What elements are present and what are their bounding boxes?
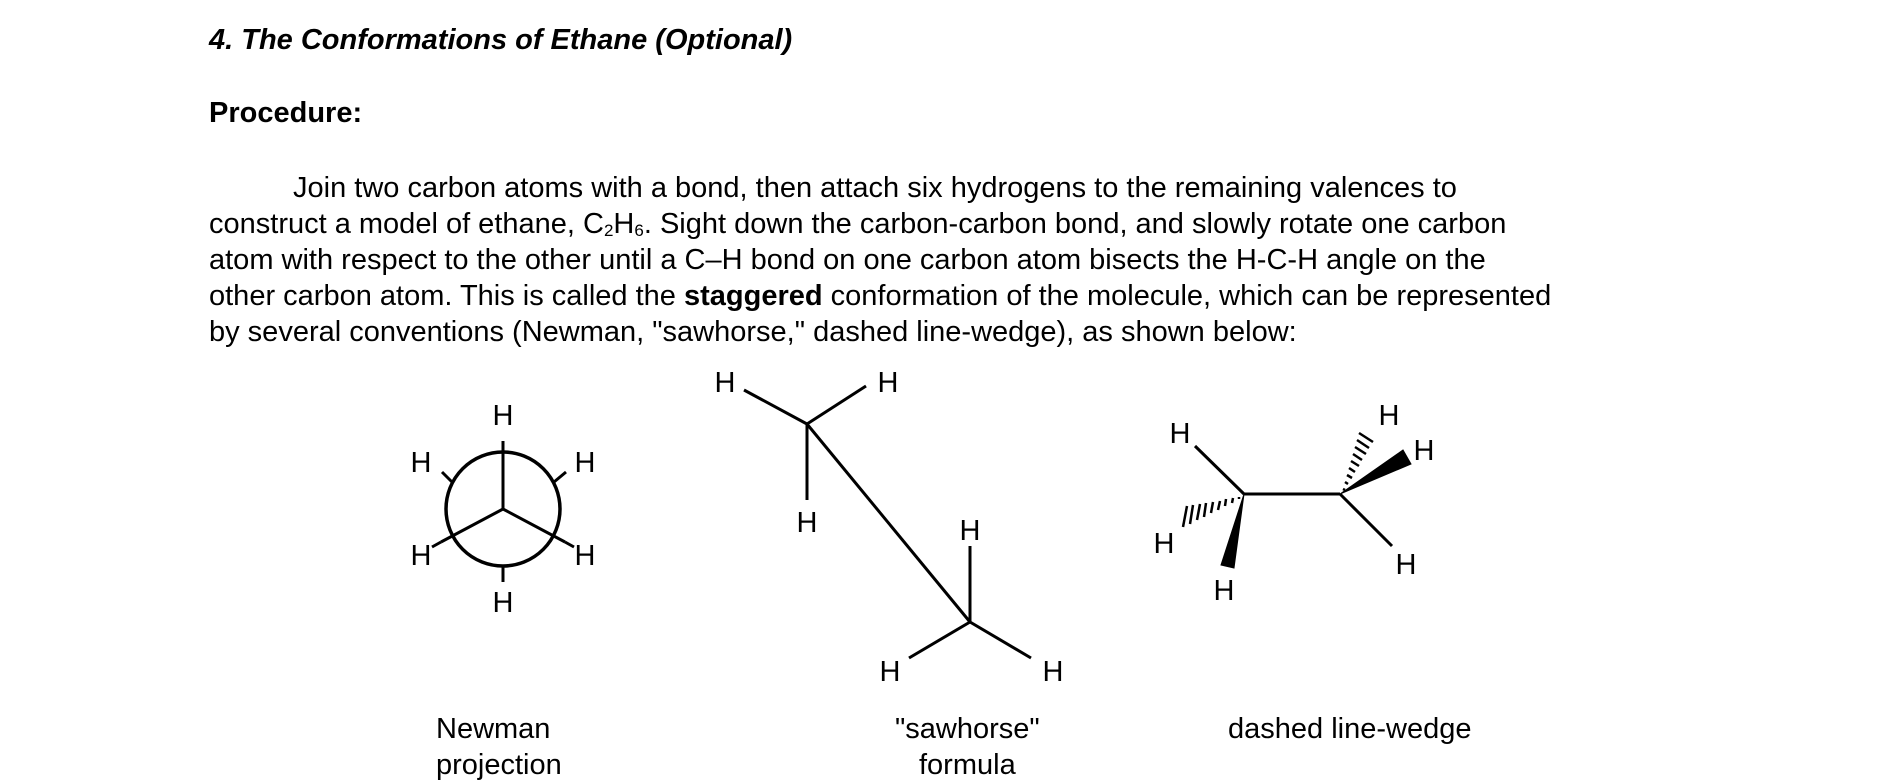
wedge-caption-line-1: dashed line-wedge xyxy=(1228,713,1472,745)
newman-projection-diagram xyxy=(432,441,574,582)
paragraph-line-2-text-a: construct a model of ethane, C xyxy=(209,208,604,240)
paragraph-line-4-text-a: other carbon atom. This is called the xyxy=(209,280,684,312)
paragraph-line-4-text-b: conformation of the molecule, which can be represented xyxy=(822,280,1552,312)
sawhorse-h-upper-left: H xyxy=(714,367,736,399)
sawhorse-caption-line-1: "sawhorse" xyxy=(895,713,1040,745)
newman-h-lower-right: H xyxy=(574,540,596,572)
newman-rear-bond-upper-right xyxy=(554,472,566,482)
formula-subscript-6: 6 xyxy=(634,221,644,240)
newman-h-upper-left: H xyxy=(410,447,432,479)
newman-h-top: H xyxy=(492,400,514,432)
sawhorse-h-lower-right: H xyxy=(1042,656,1064,688)
section-title: 4. The Conformations of Ethane (Optional) xyxy=(209,24,793,56)
wedge-h-wedge-right: H xyxy=(1413,435,1435,467)
sawhorse-rear-bond-lower-right xyxy=(970,622,1031,658)
wedge-right-plain-bond xyxy=(1340,494,1392,546)
wedge-h-wedge-down: H xyxy=(1213,575,1235,607)
wedge-right-solid-bond xyxy=(1340,450,1411,494)
wedge-h-dashed-left: H xyxy=(1153,528,1175,560)
sawhorse-front-bond-upper-left xyxy=(744,390,807,424)
formula-subscript-2: 2 xyxy=(603,221,614,240)
sawhorse-carbon-carbon-bond xyxy=(807,424,970,622)
wedge-h-dashed-top: H xyxy=(1378,400,1400,432)
sawhorse-hydrogen-labels xyxy=(715,367,1064,688)
procedure-heading: Procedure: xyxy=(209,97,363,129)
wedge-left-dashed-bond xyxy=(1183,497,1239,527)
newman-h-bottom: H xyxy=(492,587,514,619)
paragraph-line-1: Join two carbon atoms with a bond, then attach six hydrogens to the remaining valences to xyxy=(293,172,1457,204)
newman-front-bond-lower-right-stub xyxy=(565,542,574,547)
newman-rear-bond-upper-left xyxy=(442,472,452,482)
paragraph-line-2-text-h: H xyxy=(613,208,635,240)
sawhorse-rear-bond-lower-left xyxy=(909,622,970,658)
sawhorse-h-upper-right: H xyxy=(877,367,899,399)
sawhorse-caption xyxy=(895,711,1040,783)
paragraph-line-5: by several conventions (Newman, "sawhorse," dashed line-wedge), as shown below: xyxy=(209,316,1297,348)
newman-h-lower-left: H xyxy=(410,540,432,572)
wedge-left-plain-bond xyxy=(1195,446,1244,494)
sawhorse-h-front-down: H xyxy=(796,507,818,539)
newman-front-bond-lower-right xyxy=(503,509,565,542)
sawhorse-h-lower-left: H xyxy=(879,656,901,688)
newman-caption-line-1: Newman xyxy=(436,713,551,745)
wedge-h-lower-right: H xyxy=(1395,549,1417,581)
sawhorse-caption-line-2: formula xyxy=(919,749,1016,781)
wedge-h-upper-left: H xyxy=(1169,418,1191,450)
paragraph-line-2-text-c: . Sight down the carbon-carbon bond, and slowly rotate one carbon xyxy=(643,208,1507,240)
wedge-hydrogen-labels xyxy=(1154,400,1435,607)
staggered-term: staggered xyxy=(684,280,823,312)
newman-front-bond-lower-left xyxy=(441,509,503,542)
newman-caption-line-2: projection xyxy=(436,749,562,781)
newman-front-bond-lower-left-stub xyxy=(432,542,441,547)
paragraph-line-3: atom with respect to the other until a C–H bond on one carbon atom bisects the H-C-H angle on the xyxy=(209,244,1486,276)
wedge-diagram xyxy=(1183,433,1411,568)
sawhorse-diagram xyxy=(744,386,1031,658)
wedge-caption xyxy=(1228,711,1471,747)
sawhorse-h-rear-up: H xyxy=(959,515,981,547)
sawhorse-front-bond-upper-right xyxy=(807,386,866,424)
newman-h-upper-right: H xyxy=(574,447,596,479)
newman-caption xyxy=(436,711,562,783)
